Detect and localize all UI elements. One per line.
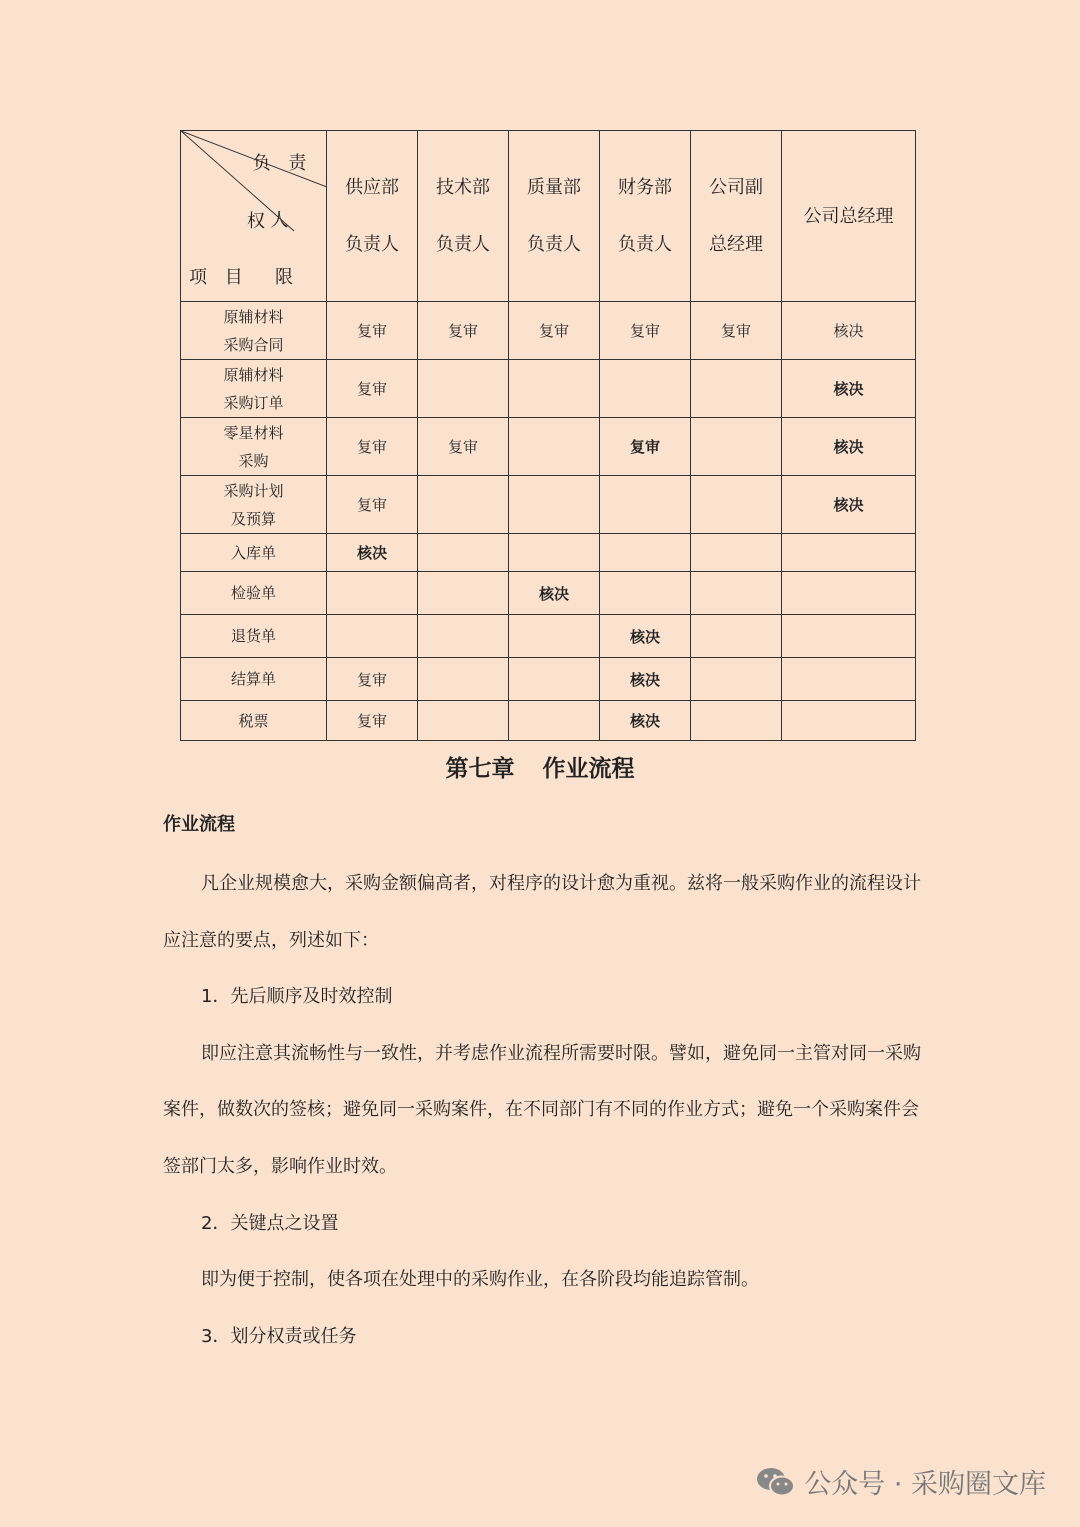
table-cell: 核决	[782, 418, 916, 476]
table-cell: 复审	[327, 302, 418, 360]
row-header: 零星材料 采购	[181, 418, 327, 476]
table-cell	[782, 534, 916, 572]
table-cell	[600, 476, 691, 534]
table-cell	[600, 360, 691, 418]
column-header: 技术部 负责人	[418, 131, 509, 302]
corner-label-authority: 权	[247, 211, 271, 232]
table-cell	[691, 615, 782, 658]
row-header: 入库单	[181, 534, 327, 572]
table-cell	[509, 615, 600, 658]
table-cell	[782, 572, 916, 615]
table-cell: 核决	[600, 658, 691, 701]
paragraph: 3．划分权责或任务	[201, 1325, 357, 1347]
row-header: 税票	[181, 701, 327, 741]
table-cell: 复审	[327, 418, 418, 476]
chapter-title: 第七章 作业流程	[445, 756, 635, 782]
paragraph: 凡企业规模愈大，采购金额偏高者，对程序的设计愈为重视。兹将一般采购作业的流程设计应注意的要点，列述如下：	[163, 873, 921, 951]
table-cell: 核决	[782, 302, 916, 360]
body-text	[163, 856, 923, 1365]
column-header: 公司总经理	[782, 131, 916, 302]
table-body	[181, 302, 916, 741]
watermark	[756, 1462, 1046, 1501]
table-cell	[418, 534, 509, 572]
table-cell: 复审	[418, 302, 509, 360]
table-cell: 核决	[600, 701, 691, 741]
table-row	[181, 658, 916, 701]
table-cell	[509, 701, 600, 741]
table-cell	[782, 701, 916, 741]
section-title: 作业流程	[163, 814, 235, 835]
table-cell: 复审	[327, 701, 418, 741]
table-cell	[509, 418, 600, 476]
row-header: 结算单	[181, 658, 327, 701]
table-cell	[509, 476, 600, 534]
paragraph: 即应注意其流畅性与一致性，并考虑作业流程所需要时限。譬如，避免同一主管对同一采购案件，做数次的签核；避免同一采购案件，在不同部门有不同的作业方式；避免一个采购案件会签部门太多，影响作业时效。	[163, 1042, 921, 1177]
table-cell	[418, 615, 509, 658]
table-cell	[509, 360, 600, 418]
table-cell: 复审	[327, 476, 418, 534]
table-row	[181, 701, 916, 741]
table-cell	[327, 615, 418, 658]
authority-table	[180, 130, 916, 741]
table-row	[181, 360, 916, 418]
row-header: 检验单	[181, 572, 327, 615]
table-row	[181, 615, 916, 658]
table-cell	[691, 572, 782, 615]
table-cell	[418, 360, 509, 418]
column-header: 财务部 负责人	[600, 131, 691, 302]
table-cell: 核决	[509, 572, 600, 615]
watermark-text: 公众号 · 采购圈文库	[804, 1469, 1046, 1500]
table-cell: 复审	[327, 360, 418, 418]
table-cell	[418, 476, 509, 534]
table-cell	[691, 360, 782, 418]
table-row	[181, 534, 916, 572]
table-cell	[327, 572, 418, 615]
table-cell	[691, 534, 782, 572]
corner-label-responsible: 负 责 人	[252, 153, 313, 231]
table-cell: 复审	[509, 302, 600, 360]
table-cell: 核决	[782, 360, 916, 418]
table-row	[181, 476, 916, 534]
table-cell	[509, 658, 600, 701]
corner-label-item: 项 目	[189, 267, 249, 288]
table-cell: 核决	[782, 476, 916, 534]
table-cell	[509, 534, 600, 572]
table-cell	[600, 572, 691, 615]
table-cell: 复审	[600, 302, 691, 360]
row-header: 原辅材料 采购订单	[181, 360, 327, 418]
row-header: 原辅材料 采购合同	[181, 302, 327, 360]
column-header: 公司副 总经理	[691, 131, 782, 302]
table-cell: 复审	[418, 418, 509, 476]
table-cell	[782, 658, 916, 701]
paragraph: 1．先后顺序及时效控制	[201, 986, 393, 1008]
row-header: 退货单	[181, 615, 327, 658]
table-row	[181, 418, 916, 476]
table-row	[181, 572, 916, 615]
corner-label-limit: 限	[275, 267, 299, 288]
table-cell: 复审	[600, 418, 691, 476]
table-cell: 核决	[600, 615, 691, 658]
table-cell	[782, 615, 916, 658]
table-cell	[418, 572, 509, 615]
row-header: 采购计划 及预算	[181, 476, 327, 534]
table-cell	[691, 658, 782, 701]
table-corner-cell	[181, 131, 327, 302]
table-cell: 核决	[327, 534, 418, 572]
paragraph: 即为便于控制，使各项在处理中的采购作业，在各阶段均能追踪管制。	[201, 1269, 759, 1291]
column-header: 质量部 负责人	[509, 131, 600, 302]
table-row	[181, 302, 916, 360]
paragraph: 2．关键点之设置	[201, 1212, 339, 1234]
column-header: 供应部 负责人	[327, 131, 418, 302]
table-cell: 复审	[691, 302, 782, 360]
table-cell	[691, 476, 782, 534]
table-cell	[691, 701, 782, 741]
table-cell	[418, 701, 509, 741]
wechat-icon	[756, 1465, 796, 1499]
table-cell	[600, 534, 691, 572]
table-cell	[691, 418, 782, 476]
table-cell: 复审	[327, 658, 418, 701]
table-cell	[418, 658, 509, 701]
